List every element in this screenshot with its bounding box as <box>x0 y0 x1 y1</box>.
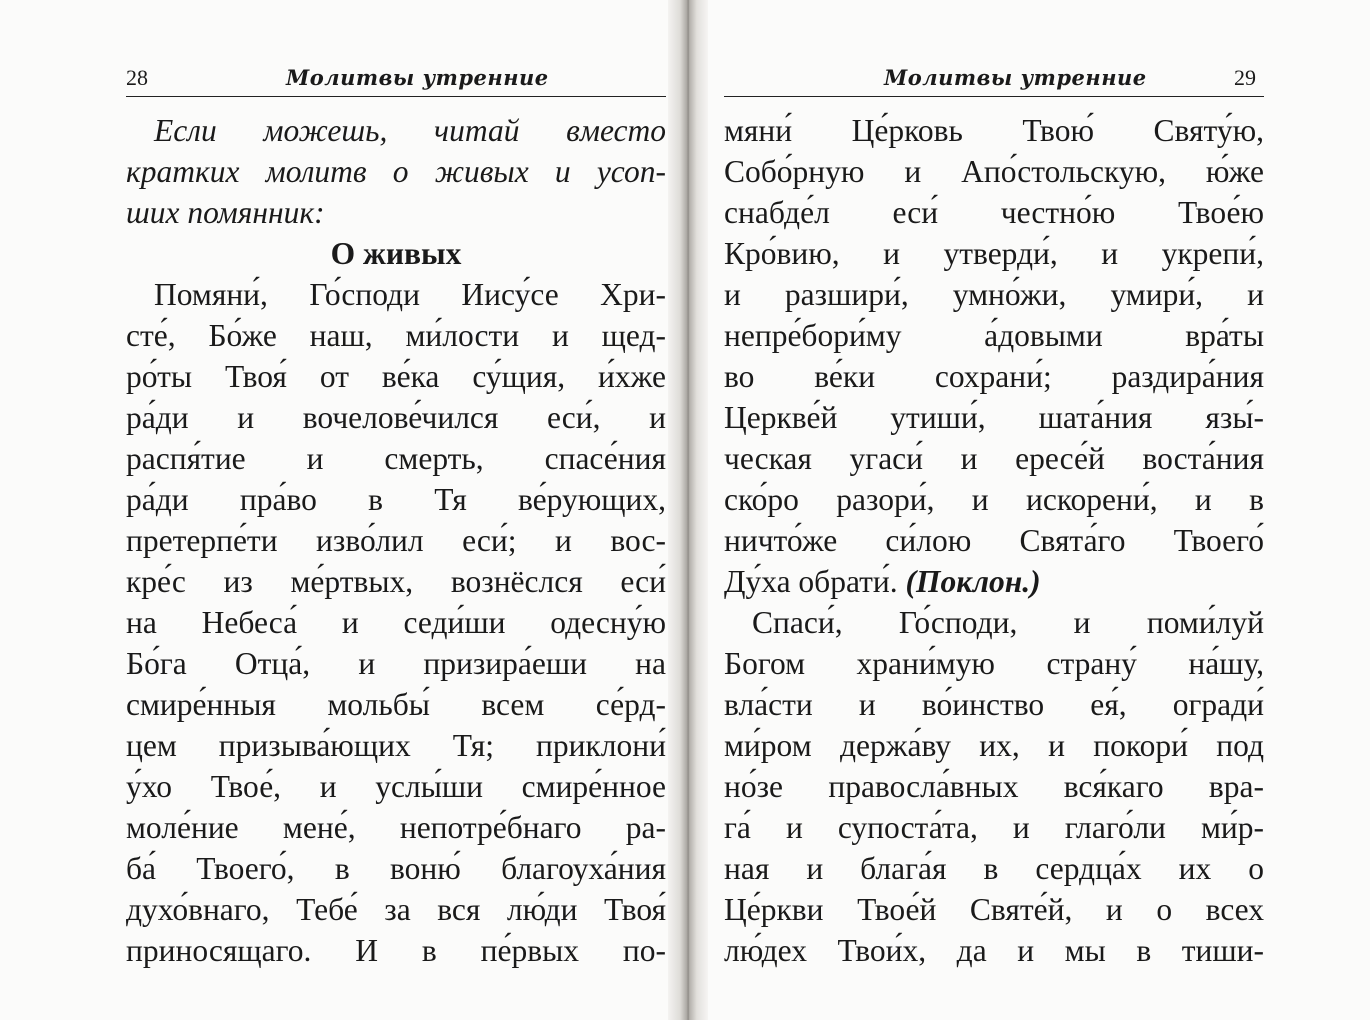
body-line: моле́ние мене́, непотре́бнаго ра- <box>126 810 666 845</box>
left-page-header <box>126 62 666 97</box>
body-line: претерпе́ти изво́лил еси́; и вос- <box>126 523 666 558</box>
body-line: духо́внаго, Тебе́ за вся лю́ди Твоя́ <box>126 892 666 927</box>
body-line: Собо́рную и Апо́стольскую, ю́же <box>724 154 1264 189</box>
body-line: ческая угаси́ и ересе́й воста́ния <box>724 441 1264 476</box>
left-page-number: 28 <box>126 65 148 90</box>
rubric-line: ших помянник: <box>126 195 325 230</box>
body-line: ба́ Твоего́, в воню́ благоуха́ния <box>126 851 666 886</box>
right-running-head: Молитвы утренние <box>884 65 1147 90</box>
body-line: мяни́ Це́рковь Твою́ Святу́ю, <box>724 113 1264 148</box>
closing-line-text: Ду́ха обрати́. <box>724 564 898 599</box>
bow-rubric: (Поклон.) <box>905 564 1041 599</box>
body-line: кре́с из ме́ртвых, вознёслся еси́ <box>126 564 666 599</box>
right-page-header <box>724 62 1264 97</box>
body-line: ро́ты Твоя́ от ве́ка су́щия, и́хже <box>126 359 666 394</box>
body-line: ра́ди пра́во в Тя ве́рующих, <box>126 482 666 517</box>
body-line: Помяни́, Го́споди Иису́се Хри- <box>154 277 666 312</box>
body-line: Це́ркви Твое́й Святе́й, и о всех <box>724 892 1264 927</box>
left-page-text <box>126 110 666 971</box>
body-line: ная и блага́я в сердца́х их о <box>724 851 1264 886</box>
body-line: смире́нныя мольбы́ всем се́рд- <box>126 687 666 722</box>
body-line: вла́сти и во́инство ея́, огради́ <box>724 687 1264 722</box>
body-line: у́хо Твое́, и услы́ши смире́нное <box>126 769 666 804</box>
body-line: Богом храни́мую страну́ на́шу, <box>724 646 1264 681</box>
body-line: цем призыва́ющих Тя; приклони́ <box>126 728 666 763</box>
rubric-line: кратких молитв о живых и усоп- <box>126 154 666 189</box>
body-line: ра́ди и вочелове́чился еси́, и <box>126 400 666 435</box>
body-line: Кро́вию, и утверди́, и укрепи́, <box>724 236 1264 271</box>
body-line: Спаси́, Го́споди, и поми́луй <box>752 605 1264 640</box>
right-page <box>708 0 1370 1020</box>
book-gutter <box>668 0 708 1020</box>
body-line: га́ и супоста́та, и глаго́ли ми́р- <box>724 810 1264 845</box>
body-line: ско́ро разори́, и искорени́, и в <box>724 482 1264 517</box>
body-line: на Небеса́ и седи́ши одесну́ю <box>126 605 666 640</box>
rubric-line: Если можешь, читай вместо <box>154 113 666 148</box>
body-line: снабде́л еси́ честно́ю Твое́ю <box>724 195 1264 230</box>
body-line: ми́ром держа́ву их, и покори́ под <box>724 728 1264 763</box>
left-running-head: Молитвы утренние <box>286 65 549 90</box>
body-line: лю́дех Твои́х, да и мы в тиши- <box>724 933 1264 968</box>
body-line: ничто́же си́лою Свята́го Твоего́ <box>724 523 1264 558</box>
body-line: распя́тие и смерть, спасе́ния <box>126 441 666 476</box>
closing-line <box>724 561 1264 602</box>
body-line: Церкве́й утиши́, шата́ния язы́- <box>724 400 1264 435</box>
body-line: приносящаго. И в пе́рвых по- <box>126 933 666 968</box>
left-page <box>0 0 668 1020</box>
body-line: Бо́га Отца́, и призира́еши на <box>126 646 666 681</box>
right-page-number: 29 <box>1234 65 1256 90</box>
right-page-text <box>724 110 1264 971</box>
body-line: но́зе правосла́вных вся́каго вра- <box>724 769 1264 804</box>
body-line: сте́, Бо́же наш, ми́лости и щед- <box>126 318 666 353</box>
section-title: О живых <box>330 236 462 271</box>
body-line: и разшири́, умно́жи, умири́, и <box>724 277 1264 312</box>
body-line: непре́бори́му а́довыми вра́ты <box>724 318 1264 353</box>
body-line: во ве́ки сохрани́; раздира́ния <box>724 359 1264 394</box>
